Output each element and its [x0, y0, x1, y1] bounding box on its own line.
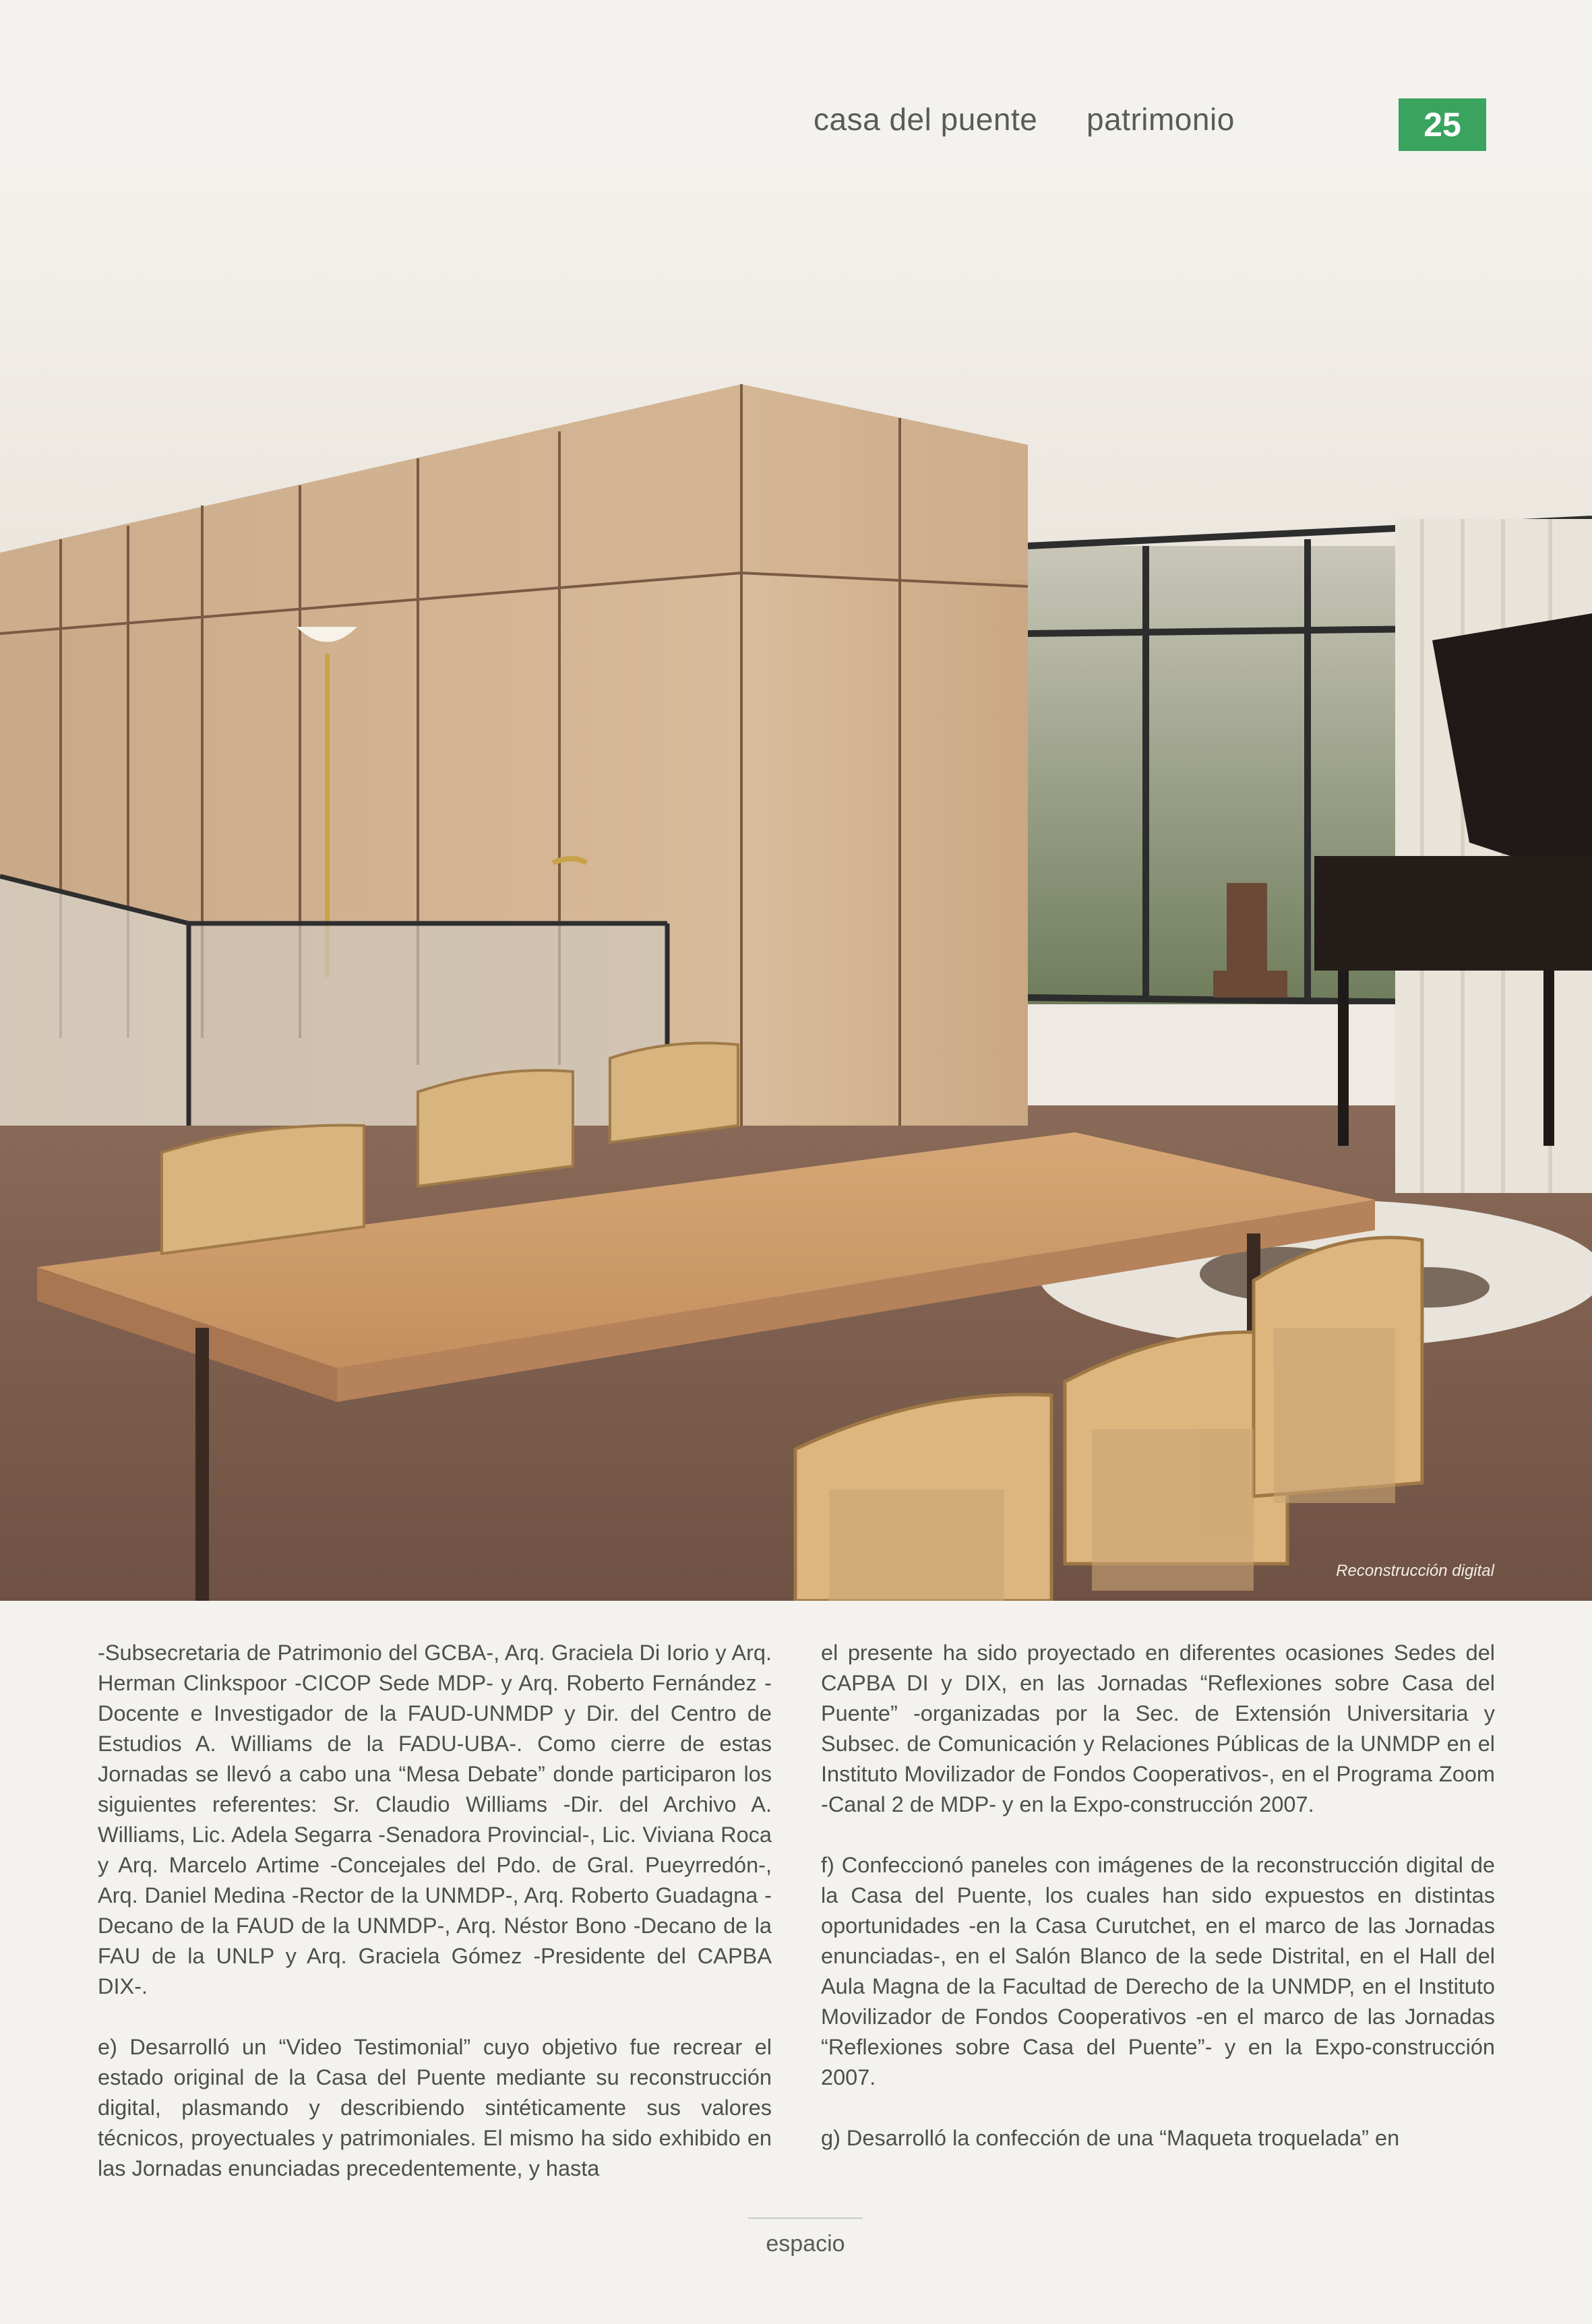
photo-caption: Reconstrucción digital — [1336, 1562, 1494, 1580]
footer-magazine-name: espacio — [766, 2231, 845, 2257]
paragraph-right-2: f) Confeccionó paneles con imágenes de la reconstrucción digital de la Casa del Puente, los cuales han sido expuestos en distintas oportunidades -en la Casa Curutchet, en el marco de las Jornadas enunciadas-, en el Salón Blanco de la sede Distrital, en el Hall del Aula Magna de la Facultad de Derecho de la UNMDP, en el Instituto Movilizador de Fondos Cooperativos -en el marco de las Jornadas “Reflexiones sobre Casa del Puente”- y en la Expo-construcción 2007. — [821, 1853, 1495, 2089]
text-column-left — [98, 1638, 772, 2214]
paragraph-right-1: el presente ha sido proyectado en diferentes ocasiones Sedes del CAPBA DI y DIX, en las Jornadas “Reflexiones sobre Casa del Puente” -organizadas por la Sec. de Extensión Universitaria y Subsec. de Comunicación y Relaciones Públicas de la UNMDP en el Instituto Movilizador de Fondos Cooperativos-, en el Programa Zoom -Canal 2 de MDP- y en la Expo-construcción 2007. — [821, 1641, 1495, 1816]
footer-rule — [748, 2218, 863, 2219]
text-column-right — [821, 1638, 1495, 2184]
page-number-badge: 25 — [1399, 98, 1486, 151]
interior-photo — [0, 169, 1592, 1601]
running-header-category: patrimonio — [1086, 102, 1235, 137]
running-header-section: casa del puente — [814, 102, 1038, 137]
paragraph-left-2: e) Desarrolló un “Video Testimonial” cuyo objetivo fue recrear el estado original de la Casa del Puente mediante su reconstrucción digital, plasmando y describiendo sintéticamente sus valores técnicos, proyectuales y patrimoniales. El mismo ha sido exhibido en las Jornadas enunciadas precedentemente, y hasta — [98, 2035, 772, 2180]
paragraph-left-1: -Subsecretaria de Patrimonio del GCBA-, Arq. Graciela Di Iorio y Arq. Herman Clinkspoor -CICOP Sede MDP- y Arq. Roberto Fernández -Docente e Investigador de la FAUD-UNMDP y Dir. del Centro de Estudios A. Williams de la FADU-UBA-. Como cierre de estas Jornadas se llevó a cabo una “Mesa Debate” donde participaron los siguientes referentes: Sr. Claudio Williams -Dir. del Archivo A. Williams, Lic. Adela Segarra -Senadora Provincial-, Lic. Viviana Roca y Arq. Marcelo Artime -Concejales del Pdo. de Gral. Pueyrredón-, Arq. Daniel Medina -Rector de la UNMDP-, Arq. Roberto Guadagna -Decano de la FAUD de la UNMDP-, Arq. Néstor Bono -Decano de la FAU de la UNLP y Arq. Graciela Gómez -Presidente del CAPBA DIX-. — [98, 1641, 772, 1998]
paragraph-right-3: g) Desarrolló la confección de una “Maqueta troquelada” en — [821, 2126, 1400, 2150]
